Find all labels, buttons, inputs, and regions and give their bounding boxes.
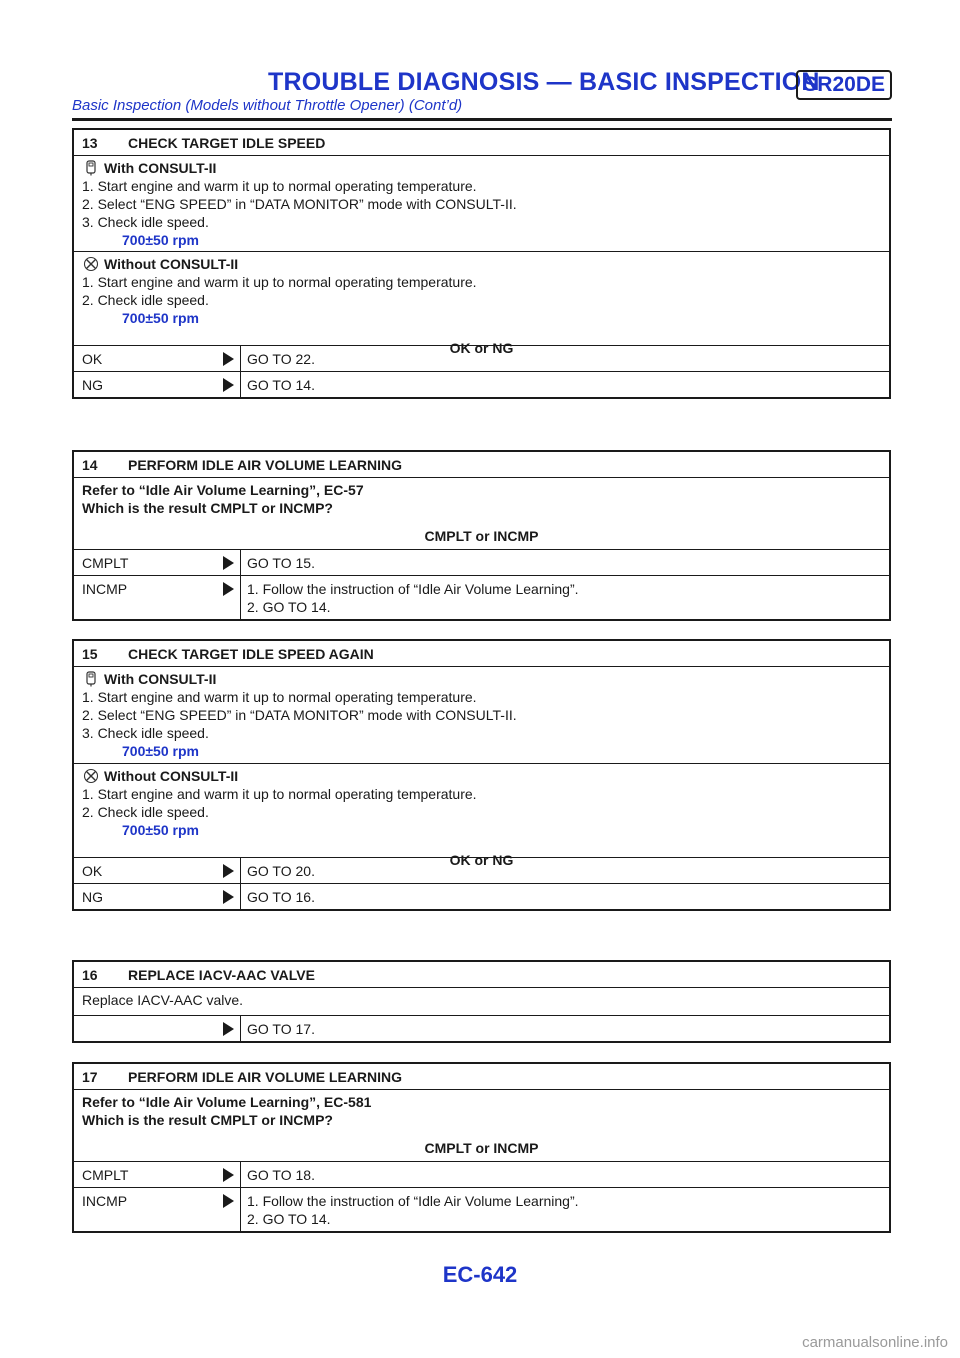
- reference-line: Refer to “Idle Air Volume Learning”, EC-57: [82, 482, 364, 498]
- step-number: 15: [82, 646, 98, 662]
- header-rule: [72, 118, 892, 121]
- result-action: GO TO 16.: [240, 884, 889, 909]
- idle-speed-spec: 700±50 rpm: [122, 743, 199, 759]
- instruction-line: 1. Start engine and warm it up to normal operating temperature.: [82, 786, 477, 802]
- arrow-right-icon: [223, 1194, 234, 1208]
- action-line: 1. Follow the instruction of “Idle Air Volume Learning”.: [247, 1193, 579, 1209]
- result-action: GO TO 20.: [240, 858, 889, 883]
- step-number: 16: [82, 967, 98, 983]
- step-15: [72, 639, 891, 911]
- step-14: [72, 450, 891, 621]
- result-label: NG: [82, 889, 103, 905]
- without-consult-block: [74, 764, 889, 868]
- consult-tool-icon: [82, 160, 100, 176]
- question-line: Which is the result CMPLT or INCMP?: [82, 500, 333, 516]
- instruction-line: 3. Check idle speed.: [82, 214, 209, 230]
- result-label: CMPLT: [82, 555, 129, 571]
- idle-speed-spec: 700±50 rpm: [122, 232, 199, 248]
- arrow-right-icon: [223, 378, 234, 392]
- result-row: [74, 345, 889, 371]
- result-action: [240, 576, 889, 619]
- step-heading: [74, 130, 889, 156]
- site-watermark: carmanualsonline.info: [802, 1334, 948, 1351]
- result-label: OK: [82, 351, 103, 367]
- idle-speed-spec: 700±50 rpm: [122, 310, 199, 326]
- result-question: OK or NG: [449, 340, 514, 356]
- result-label: INCMP: [82, 1193, 128, 1209]
- instruction-line: 2. Select “ENG SPEED” in “DATA MONITOR” mode with CONSULT-II.: [82, 707, 517, 723]
- step-number: 17: [82, 1069, 98, 1085]
- without-consult-label: Without CONSULT-II: [104, 256, 239, 272]
- engine-badge: SR20DE: [796, 70, 892, 100]
- step-title: PERFORM IDLE AIR VOLUME LEARNING: [128, 457, 403, 473]
- step-number: 14: [82, 457, 98, 473]
- question-line: Which is the result CMPLT or INCMP?: [82, 1112, 333, 1128]
- action-line: 2. GO TO 14.: [247, 599, 331, 615]
- step-heading: [74, 641, 889, 667]
- result-question: OK or NG: [449, 852, 514, 868]
- arrow-right-icon: [223, 890, 234, 904]
- step-heading: [74, 962, 889, 988]
- arrow-right-icon: [223, 556, 234, 570]
- step-13: [72, 128, 891, 399]
- without-consult-block: [74, 252, 889, 356]
- no-tool-icon: [82, 256, 100, 272]
- page-title: TROUBLE DIAGNOSIS — BASIC INSPECTION: [268, 68, 820, 96]
- result-question: CMPLT or INCMP: [424, 528, 539, 544]
- arrow-right-icon: [223, 1168, 234, 1182]
- with-consult-block: [74, 156, 889, 252]
- step-title: CHECK TARGET IDLE SPEED AGAIN: [128, 646, 374, 662]
- action-line: 2. GO TO 14.: [247, 1211, 331, 1227]
- result-label: CMPLT: [82, 1167, 129, 1183]
- result-row: [74, 575, 889, 619]
- result-action: GO TO 18.: [240, 1162, 889, 1187]
- instruction-line: 2. Check idle speed.: [82, 292, 209, 308]
- instruction-line: 1. Start engine and warm it up to normal operating temperature.: [82, 178, 477, 194]
- with-consult-block: [74, 667, 889, 764]
- result-label: OK: [82, 863, 103, 879]
- arrow-right-icon: [223, 582, 234, 596]
- result-row: [74, 371, 889, 397]
- without-consult-label: Without CONSULT-II: [104, 768, 239, 784]
- idle-speed-spec: 700±50 rpm: [122, 822, 199, 838]
- step-title: PERFORM IDLE AIR VOLUME LEARNING: [128, 1069, 403, 1085]
- step-title: CHECK TARGET IDLE SPEED: [128, 135, 326, 151]
- step-body: [74, 1090, 889, 1161]
- reference-line: Refer to “Idle Air Volume Learning”, EC-581: [82, 1094, 372, 1110]
- result-row: [74, 1161, 889, 1187]
- result-question: CMPLT or INCMP: [424, 1140, 539, 1156]
- action-line: 1. Follow the instruction of “Idle Air Volume Learning”.: [247, 581, 579, 597]
- instruction-line: Replace IACV-AAC valve.: [82, 992, 244, 1008]
- arrow-right-icon: [223, 352, 234, 366]
- result-row: [74, 1015, 889, 1041]
- result-action: GO TO 15.: [240, 550, 889, 575]
- with-consult-label: With CONSULT-II: [104, 671, 217, 687]
- result-action: GO TO 17.: [240, 1016, 889, 1041]
- result-action: GO TO 14.: [240, 372, 889, 397]
- arrow-right-icon: [223, 1022, 234, 1036]
- page-number: EC-642: [442, 1262, 518, 1287]
- consult-tool-icon: [82, 671, 100, 687]
- result-label: NG: [82, 377, 103, 393]
- result-row: [74, 857, 889, 883]
- step-heading: [74, 1064, 889, 1090]
- step-heading: [74, 452, 889, 478]
- instruction-line: 1. Start engine and warm it up to normal operating temperature.: [82, 274, 477, 290]
- instruction-line: 3. Check idle speed.: [82, 725, 209, 741]
- step-body: [74, 988, 889, 1015]
- step-title: REPLACE IACV-AAC VALVE: [128, 967, 315, 983]
- result-action: [240, 1188, 889, 1231]
- instruction-line: 2. Select “ENG SPEED” in “DATA MONITOR” mode with CONSULT-II.: [82, 196, 517, 212]
- instruction-line: 2. Check idle speed.: [82, 804, 209, 820]
- step-number: 13: [82, 135, 98, 151]
- step-17: [72, 1062, 891, 1233]
- result-row: [74, 1187, 889, 1231]
- result-action: GO TO 22.: [240, 346, 889, 371]
- instruction-line: 1. Start engine and warm it up to normal operating temperature.: [82, 689, 477, 705]
- result-row: [74, 549, 889, 575]
- step-16: [72, 960, 891, 1043]
- arrow-right-icon: [223, 864, 234, 878]
- step-body: [74, 478, 889, 549]
- page-subtitle: Basic Inspection (Models without Throttle Opener) (Cont’d): [72, 97, 463, 114]
- with-consult-label: With CONSULT-II: [104, 160, 217, 176]
- result-row: [74, 883, 889, 909]
- result-label: INCMP: [82, 581, 128, 597]
- no-tool-icon: [82, 768, 100, 784]
